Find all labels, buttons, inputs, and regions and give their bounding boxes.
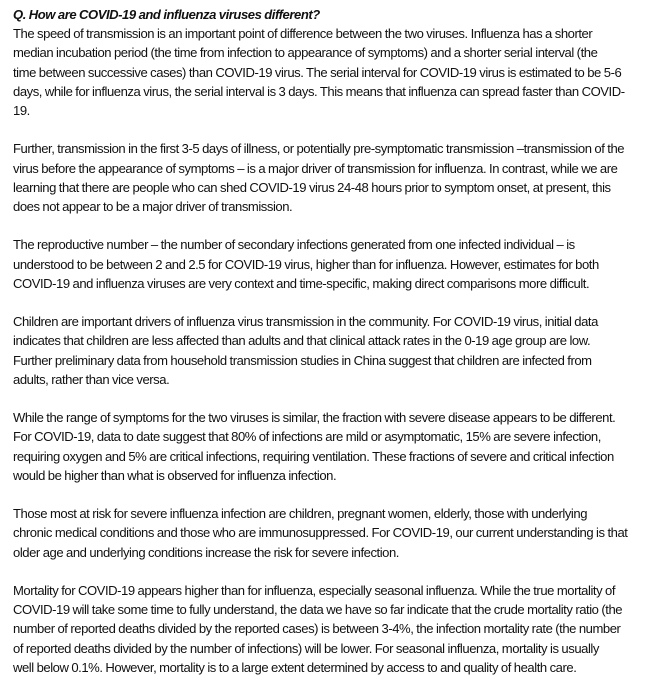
paragraph-line: Further, transmission in the first 3-5 days of illness, or potentially pre-symptomatic transmission –transmission of the <box>13 141 625 157</box>
paragraph-line: requiring oxygen and 5% are critical infections, requiring ventilation. These fractions of severe and critical infection <box>13 448 614 464</box>
paragraph-line: Children are important drivers of influenza virus transmission in the community. For COVID-19 virus, initial data <box>13 314 598 330</box>
paragraph-line: adults, rather than vice versa. <box>13 371 170 387</box>
paragraph-line: COVID-19 will take some time to fully understand, the data we have so far indicate that the crude mortality ratio (the <box>13 602 623 618</box>
paragraph-line: 19. <box>13 103 30 119</box>
paragraph-line: time between successive cases) than COVID-19 virus. The serial interval for COVID-19 virus is estimated to be 5-6 <box>13 64 622 80</box>
paragraph-line: virus before the appearance of symptoms – is a major driver of transmission for influenza. In contrast, while we are <box>13 160 618 176</box>
paragraph-line: Those most at risk for severe influenza infection are children, pregnant women, elderly, those with underlying <box>13 506 588 522</box>
paragraph-line: COVID-19 and influenza viruses are very context and time-specific, making direct comparisons more difficult. <box>13 275 590 291</box>
paragraph-reproductive-number <box>13 235 647 293</box>
paragraph-line: Further preliminary data from household transmission studies in China suggest that children are infected from <box>13 352 592 368</box>
paragraph-line: The speed of transmission is an important point of difference between the two viruses. Influenza has a shorter <box>13 26 593 42</box>
paragraph-line: Mortality for COVID-19 appears higher than for influenza, especially seasonal influenza. While the true mortality of <box>13 583 616 598</box>
paragraph-severity <box>13 408 647 485</box>
paragraph-pre-symptomatic <box>13 139 647 216</box>
paragraph-line: well below 0.1%. However, mortality is to a large extent determined by access to and quality of health care. <box>13 659 577 675</box>
paragraph-line: does not appear to be a major driver of transmission. <box>13 199 293 215</box>
paragraph-line: The reproductive number – the number of secondary infections generated from one infected individual – is <box>13 237 575 253</box>
paragraph-line: While the range of symptoms for the two viruses is similar, the fraction with severe disease appears to be different. <box>13 410 616 426</box>
paragraphs <box>13 24 647 677</box>
paragraph-line: older age and underlying conditions increase the risk for severe infection. <box>13 544 400 560</box>
document-body <box>13 5 647 696</box>
paragraph-line: of reported deaths divided by the number of infections) will be lower. For seasonal influenza, mortality is usually <box>13 640 599 656</box>
question-heading: Q. How are COVID-19 and influenza viruses different? <box>13 7 320 22</box>
paragraph-line: median incubation period (the time from infection to appearance of symptoms) and a shorter serial interval (the <box>13 45 598 61</box>
paragraph-line: would be higher than what is observed for influenza infection. <box>13 467 337 483</box>
paragraph-line: number of reported deaths divided by the reported cases) is between 3-4%, the infection mortality rate (the number <box>13 621 621 637</box>
paragraph-line: days, while for influenza virus, the serial interval is 3 days. This means that influenza can spread faster than COVID- <box>13 83 625 99</box>
paragraph-risk-groups <box>13 504 647 562</box>
paragraph-line: understood to be between 2 and 2.5 for COVID-19 virus, higher than for influenza. However, estimates for both <box>13 256 599 272</box>
paragraph-line: learning that there are people who can shed COVID-19 virus 24-48 hours prior to symptom onset, at present, this <box>13 179 611 195</box>
paragraph-transmission-speed <box>13 24 647 120</box>
paragraph-children <box>13 312 647 389</box>
paragraph-line: indicates that children are less affected than adults and that clinical attack rates in the 0-19 age group are low. <box>13 333 591 349</box>
paragraph-line: chronic medical conditions and those who are immunosuppressed. For COVID-19, our current understanding is that <box>13 525 628 541</box>
paragraph-mortality <box>13 581 647 677</box>
paragraph-line: For COVID-19, data to date suggest that 80% of infections are mild or asymptomatic, 15% are severe infection, <box>13 429 601 445</box>
